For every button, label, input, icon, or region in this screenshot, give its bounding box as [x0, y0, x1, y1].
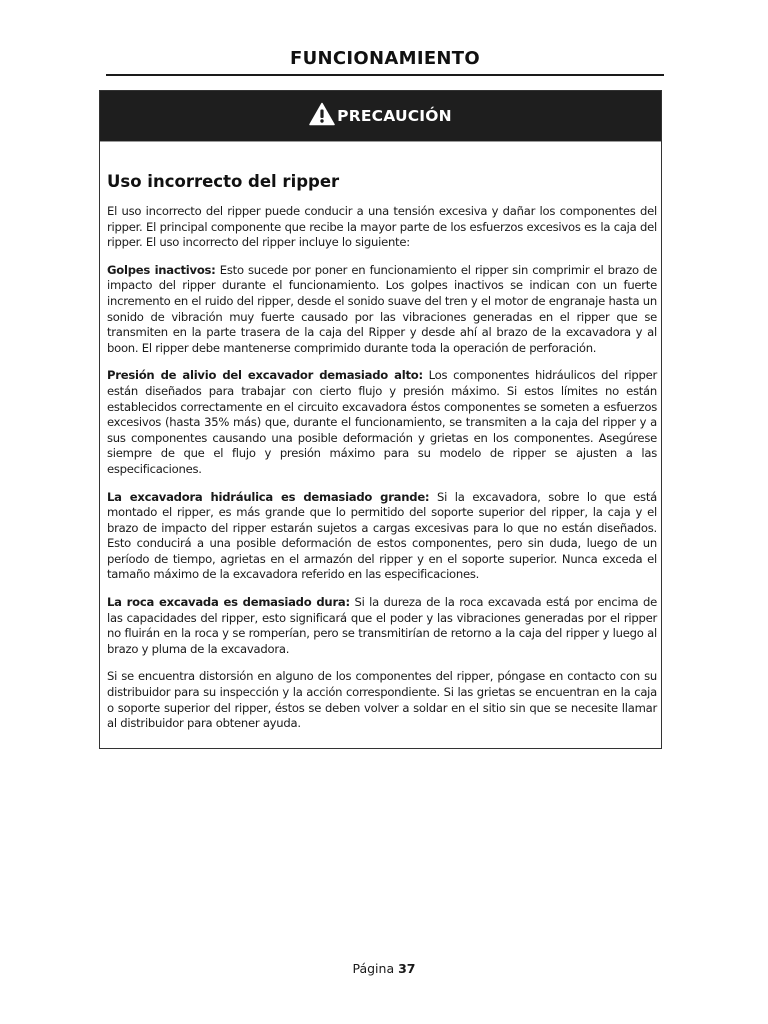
caution-label: PRECAUCIÓN — [337, 107, 452, 125]
item-text: Esto sucede por poner en funcionamiento el ripper sin comprimir el brazo de impacto del ripper durante el funcionamiento. Los golpes inactivos se indican con un fuerte incremento en el ruido del ripper, desde el sonido suave del tren y el motor de engranaje hasta un sonido de vibración muy fuerte causado por las vibraciones generadas en el ripper que se transmiten en la parte trasera de la caja del Ripper y desde ahí al brazo de la excavadora y al boon. El ripper debe mantenerse comprimido durante toda la operación de perforación. — [107, 262, 657, 355]
section-heading: Uso incorrecto del ripper — [107, 172, 340, 191]
item-term: Golpes inactivos: — [107, 262, 216, 277]
caution-body — [107, 171, 657, 744]
page-number: 37 — [398, 961, 416, 976]
item-text: Si la excavadora, sobre lo que está montado el ripper, es más grande que lo permitido del soporte superior del ripper, la caja y el brazo de impacto del ripper estarán sujetos a cargas excesivas para lo que no están diseñados. Esto conducirá a una posible deformación de estos componentes, pero sin duda, luego de un período de tiempo, agrietas en el armazón del ripper y en el soporte superior. Nunca exceda el tamaño máximo de la excavadora referido en las especificaciones. — [107, 489, 658, 582]
page-header — [106, 46, 664, 76]
item-term: La excavadora hidráulica es demasiado grande: — [107, 489, 430, 504]
caution-box — [99, 90, 662, 749]
page-title: FUNCIONAMIENTO — [290, 48, 480, 69]
caution-banner — [100, 91, 661, 142]
item-rock-hardness — [107, 595, 657, 657]
item-text: Los componentes hidráulicos del ripper están diseñados para trabajar con cierto flujo y presión máximo. Si estos límites no están establecidos correctamente en el circuito excavadora éstos componentes se someten a esfuerzos excesivos (hasta 35% más) que, durante el funcionamiento, se transmiten a la caja del ripper y a sus componentes causando una posible deformación y grietas en los componentes. Asegúrese siempre de que el flujo y presión máximo para su modelo de ripper se ajusten a las especificaciones. — [107, 368, 657, 476]
page-footer — [0, 961, 768, 976]
closing-paragraph: Si se encuentra distorsión en alguno de los componentes del ripper, póngase en contacto con su distribuidor para su inspección y la acción correspondiente. Si las grietas se encuentran en la caja o soporte superior del ripper, éstos se deben volver a soldar en el sitio sin que se necesite llamar al distribuidor para obtener ayuda. — [107, 669, 657, 731]
item-term: Presión de alivio del excavador demasiado alto: — [107, 368, 423, 383]
item-text: Si la dureza de la roca excavada está por encima de las capacidades del ripper, esto significará que el poder y las vibraciones generadas por el ripper no fluirán en la roca y se romperían, pero se transmitirían de retorno a la caja del ripper y luego al brazo y pluma de la excavadora. — [107, 595, 657, 656]
page-label: Página — [352, 961, 395, 976]
item-relief-pressure — [107, 368, 657, 477]
item-term: La roca excavada es demasiado dura: — [107, 595, 350, 610]
warning-triangle-icon — [309, 102, 335, 126]
intro-paragraph: El uso incorrecto del ripper puede conducir a una tensión excesiva y dañar los componentes del ripper. El principal componente que recibe la mayor parte de los esfuerzos excesivos es la caja del ripper. El uso incorrecto del ripper incluye lo siguiente: — [107, 204, 657, 250]
item-idle-strikes — [107, 263, 657, 357]
item-excavator-size — [107, 490, 657, 584]
